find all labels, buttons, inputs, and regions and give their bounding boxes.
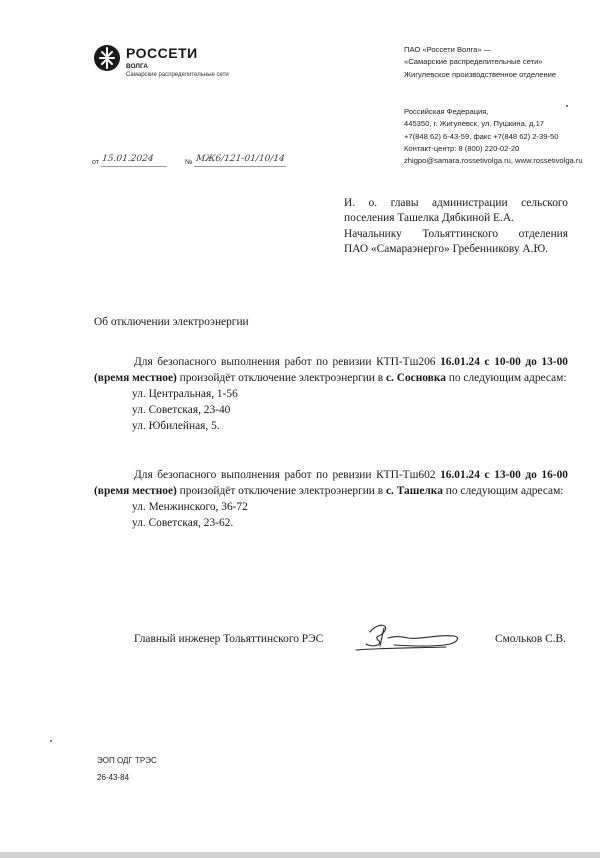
address-item: ул. Менжинского, 36-72 xyxy=(132,501,248,513)
date-label: от xyxy=(92,159,99,166)
notice-text-part: по следующим адресам: xyxy=(445,372,567,384)
notice-time: 16.01.24 с 10-00 до 13-00 (время местное) xyxy=(94,356,568,384)
number-label: № xyxy=(185,159,193,166)
signatory-title: Главный инженер Тольяттинского РЭС xyxy=(134,633,324,645)
letter-date: 15.01.2024 xyxy=(101,154,155,164)
executor-info xyxy=(97,752,157,786)
executor-department: ЭОП ОДГ ТРЭС xyxy=(97,756,157,765)
rosseti-logo-icon xyxy=(93,44,121,72)
address-item: ул. Центральная, 1-56 xyxy=(132,388,238,400)
handwritten-signature xyxy=(350,618,462,656)
contact-email[interactable]: zhigpo@samara.rossetivolga.ru, www.rossetivolga.ru xyxy=(404,156,583,166)
notice-text-part: произойдёт отключение электроэнергии в xyxy=(176,485,386,497)
company-line: «Самарские распределительные сети» xyxy=(404,57,543,67)
notice-paragraph xyxy=(94,354,568,434)
logo-name: РОССЕТИ xyxy=(126,45,198,61)
notice-text-part: по следующим адресам: xyxy=(442,485,564,497)
notice-text-part: Для безопасного выполнения работ по ревизии КТП-Тш602 xyxy=(134,469,441,481)
date-underline xyxy=(101,166,167,167)
addressee-line: поселения Ташелка Дябкиной Е.А. xyxy=(344,212,514,225)
logo-region: ВОЛГА xyxy=(126,63,148,70)
addressee-line: И. о. главы администрации сельского xyxy=(344,197,568,209)
company-logo xyxy=(93,44,253,88)
notice-text xyxy=(94,467,568,499)
contact-info xyxy=(404,106,583,167)
address-item: ул. Советская, 23-40 xyxy=(132,404,231,416)
address-item: ул. Советская, 23-62. xyxy=(132,517,234,529)
reference-line xyxy=(92,154,292,174)
address-list xyxy=(94,499,568,531)
company-line: ПАО «Россети Волга» — xyxy=(404,45,492,54)
contact-center: Контакт-центр: 8 (800) 220-02-20 xyxy=(404,143,520,153)
scan-dot xyxy=(50,740,52,742)
notice-text-part: Для безопасного выполнения работ по ревизии КТП-Тш206 xyxy=(134,356,441,368)
contact-country: Российская Федерация, xyxy=(404,107,489,116)
page-bottom-edge xyxy=(0,852,600,858)
notice-text-part: произойдёт отключение электроэнергии в xyxy=(176,372,386,384)
notice-village: с. Ташелка xyxy=(385,485,443,497)
notice-paragraph xyxy=(94,467,568,531)
notice-village: с. Сосновка xyxy=(385,372,446,384)
letter-subject: Об отключении электроэнергии xyxy=(94,316,249,328)
address-list xyxy=(94,386,568,434)
signatory-name: Смольков С.В. xyxy=(495,633,566,645)
contact-phone: +7(848 62) 6-43-59, факс +7(848 62) 2-39-50 xyxy=(404,131,559,141)
company-line: Жигулевское производственное отделение xyxy=(404,69,557,79)
number-underline xyxy=(194,166,286,167)
logo-subsidiary: Самарские распределительные сети xyxy=(126,72,229,78)
addressee-line: ПАО «Самараэнерго» Гребенникову А.Ю. xyxy=(344,243,549,256)
notice-time: 16.01.24 с 13-00 до 16-00 (время местное) xyxy=(94,469,568,497)
company-info xyxy=(404,44,556,81)
addressee-line: Начальнику Тольяттинского отделения xyxy=(344,227,568,240)
address-item: ул. Юбилейная, 5. xyxy=(132,420,220,432)
contact-address: 445350, г. Жигулевск, ул. Пушкина, д.17 xyxy=(404,119,545,129)
notice-text xyxy=(94,354,568,386)
letter-number: МЖ6/121-01/10/14 xyxy=(195,154,286,164)
executor-phone: 26-43-84 xyxy=(97,773,130,782)
addressee-block xyxy=(344,196,568,258)
scan-dot xyxy=(566,105,568,107)
